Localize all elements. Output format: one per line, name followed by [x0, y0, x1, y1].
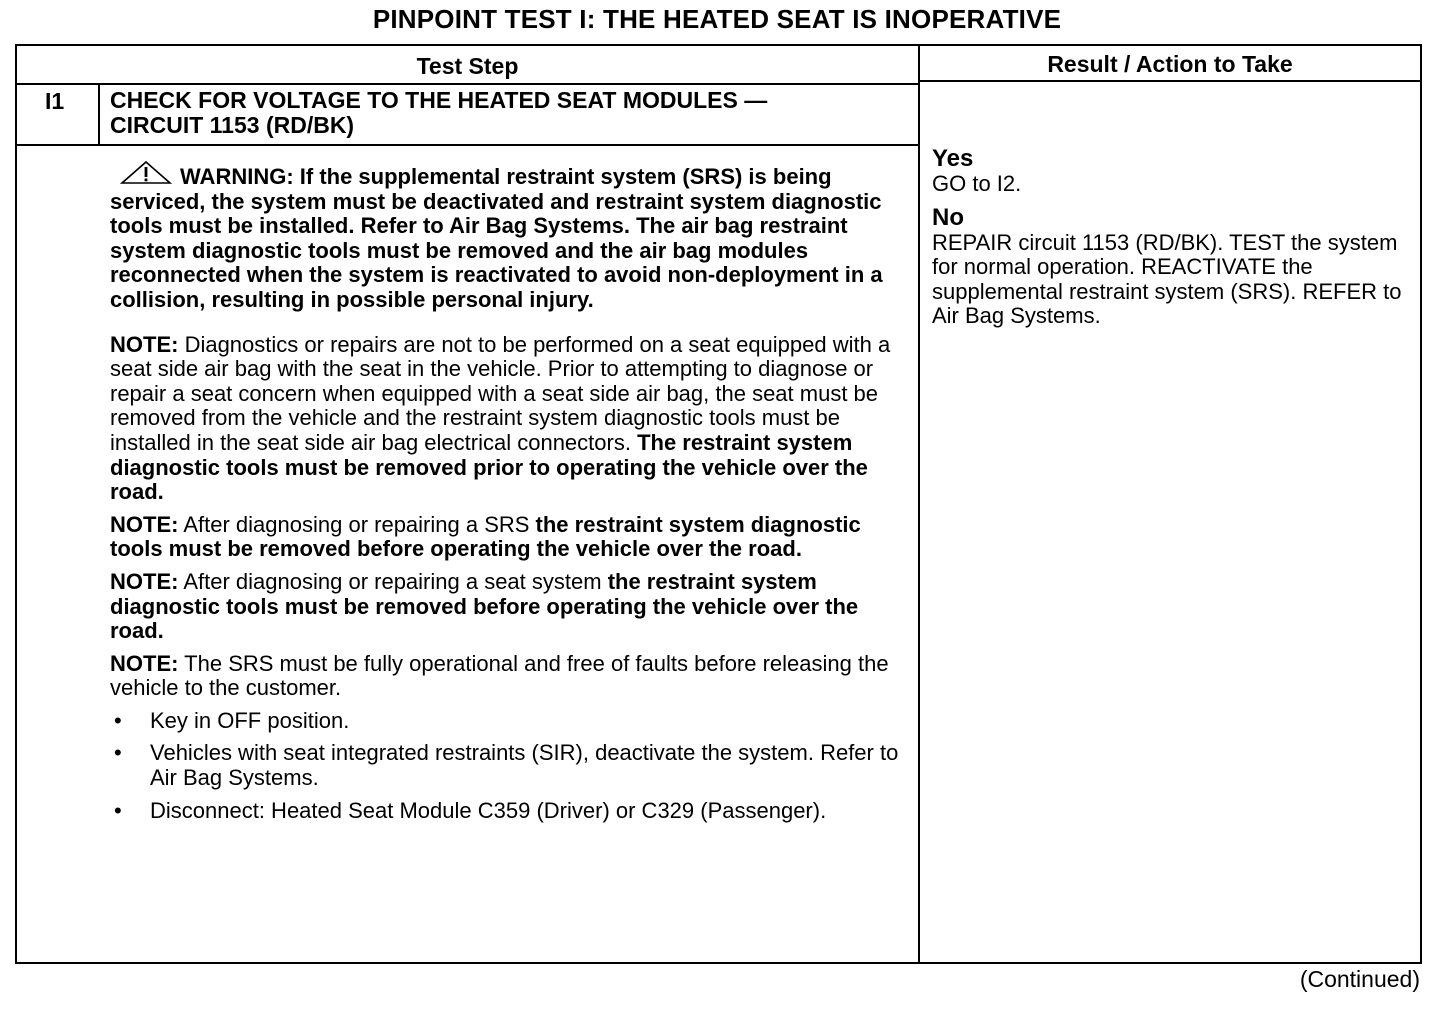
note-text: The SRS must be fully operational and free of faults before releasing the vehicle to the customer. — [110, 650, 889, 701]
note-emphasis: the restraint system diagnostic tools must be removed before operating the vehicle over the road. — [110, 568, 859, 644]
note-label: NOTE: — [110, 568, 179, 594]
step-actions-list — [110, 709, 900, 823]
step-id: I1 — [45, 88, 65, 114]
result-action-cell — [932, 146, 1417, 337]
column-divider — [918, 44, 920, 964]
step-title-line2: CIRCUIT 1153 (RD/BK) — [110, 112, 355, 138]
bullet: • — [114, 797, 122, 823]
note-text: After diagnosing or repairing a SRS — [178, 511, 536, 537]
note-label: NOTE: — [110, 331, 179, 357]
result-no-label: No — [932, 203, 964, 231]
continued-label: (Continued) — [1299, 966, 1420, 992]
note-text: After diagnosing or repairing a seat system — [178, 568, 608, 594]
step-title-divider — [15, 144, 920, 146]
page-title: PINPOINT TEST I: THE HEATED SEAT IS INOPERATIVE — [372, 4, 1062, 34]
list-item-text: Key in OFF position. — [150, 707, 350, 733]
warning-triangle-icon — [120, 160, 172, 186]
step-body — [110, 160, 900, 831]
list-item — [110, 799, 900, 824]
result-yes-label: Yes — [932, 145, 974, 172]
note-label: NOTE: — [110, 650, 179, 676]
warning-paragraph — [110, 160, 900, 313]
header-divider-right — [918, 80, 1422, 82]
header-divider-left — [15, 83, 920, 85]
list-item-text: Disconnect: Heated Seat Module C359 (Driver) or C329 (Passenger). — [150, 797, 827, 823]
result-no-action: REPAIR circuit 1153 (RD/BK). TEST the system for normal operation. REACTIVATE the supplemental restraint system (SRS). REFER to Air Bag Systems. — [932, 229, 1402, 329]
warning-text: WARNING: If the supplemental restraint system (SRS) is being serviced, the system must be deactivated and restraint system diagnostic tools must be installed. Refer to Air Bag Systems. The air bag restraint system diagnostic tools must be removed and the air bag modules reconnected when the system is reactivated to avoid non-deployment in a collision, resulting in possible personal injury. — [110, 164, 883, 312]
bullet: • — [114, 740, 122, 766]
step-title-line1: CHECK FOR VOLTAGE TO THE HEATED SEAT MODULES — — [110, 87, 768, 113]
note-emphasis: the restraint system diagnostic tools must be removed before operating the vehicle over the road. — [110, 511, 861, 562]
note-paragraph-3 — [110, 570, 900, 644]
step-id-divider — [98, 83, 100, 145]
bullet: • — [114, 707, 122, 733]
list-item — [110, 709, 900, 734]
note-text: Diagnostics or repairs are not to be performed on a seat equipped with a seat side air bag with the seat in the vehicle. Prior to attempting to diagnose or repair a seat concern when equipped with a seat side air bag, the seat must be removed from the vehicle and the restraint system diagnostic tools must be installed in the seat side air bag electrical connectors. — [110, 331, 891, 455]
list-item-text: Vehicles with seat integrated restraints (SIR), deactivate the system. Refer to Air Bag Systems. — [150, 740, 899, 791]
note-label: NOTE: — [110, 511, 179, 537]
note-emphasis: The restraint system diagnostic tools must be removed prior to operating the vehicle over the road. — [110, 429, 868, 505]
step-title — [110, 88, 910, 138]
result-yes-action: GO to I2. — [932, 171, 1022, 196]
list-item — [110, 741, 900, 790]
note-paragraph-1 — [110, 333, 900, 505]
note-paragraph-2 — [110, 513, 900, 562]
header-result-action: Result / Action to Take — [1047, 51, 1293, 77]
note-paragraph-4 — [110, 652, 900, 701]
header-test-step: Test Step — [416, 53, 519, 79]
